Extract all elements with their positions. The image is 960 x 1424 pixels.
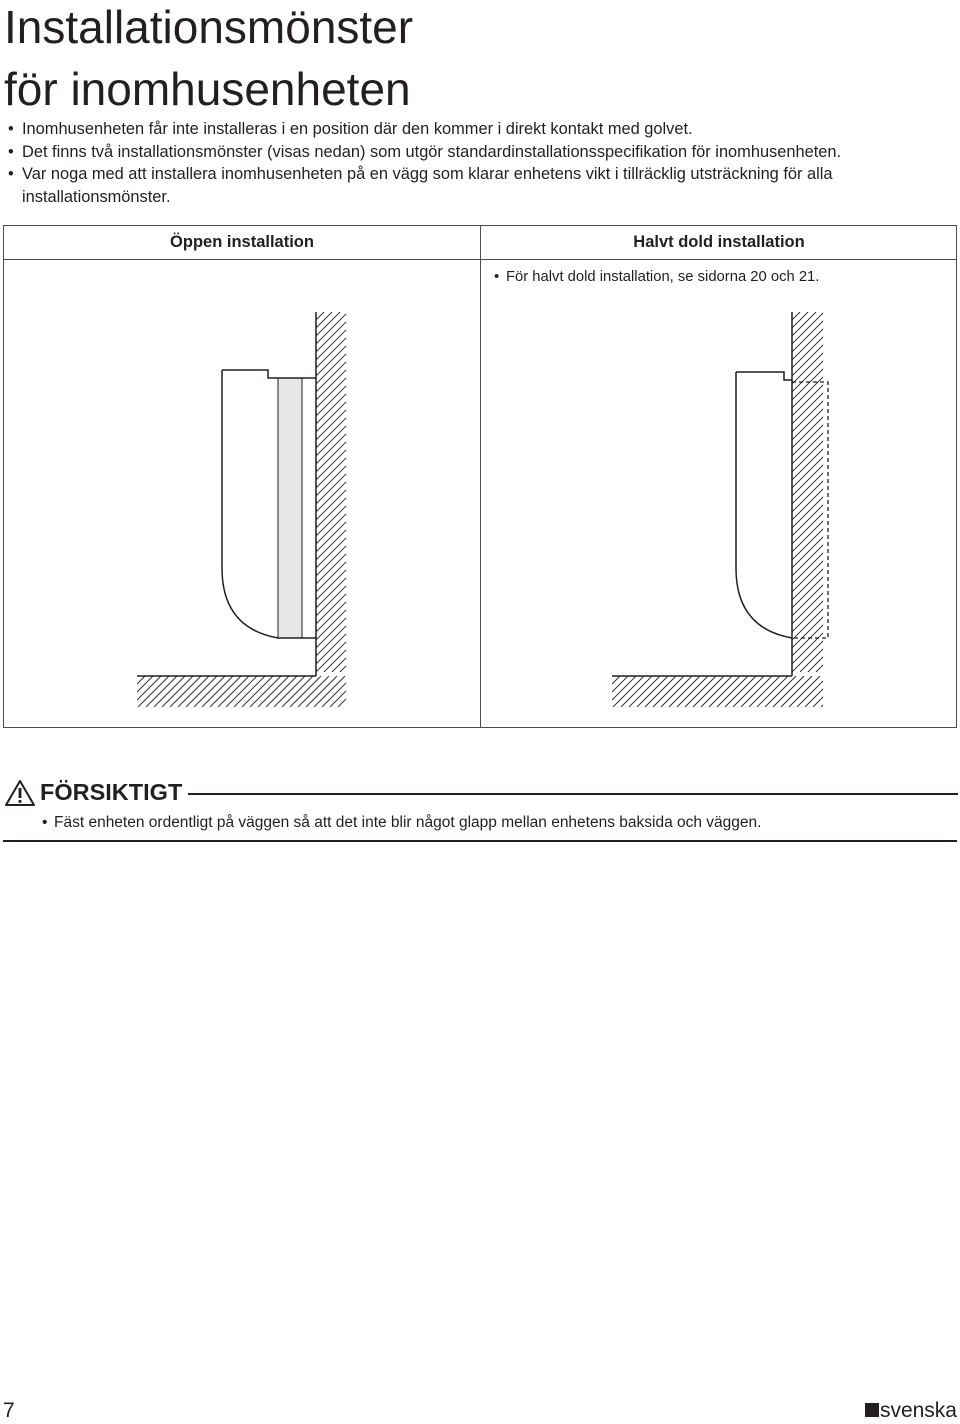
- hatch-line: [308, 312, 668, 672]
- hatch-line: [354, 676, 385, 707]
- hatch-line: [589, 676, 620, 707]
- hatch-line: [613, 676, 644, 707]
- hatch-line: [146, 676, 177, 707]
- hatch-line: [242, 676, 273, 707]
- hatch-line: [258, 676, 289, 707]
- hatch-pattern: [581, 676, 884, 707]
- hatch-line: [380, 312, 740, 672]
- language-label: [865, 1398, 957, 1424]
- hatch-line: [330, 676, 361, 707]
- column-header-open-installation: Öppen installation: [170, 233, 314, 251]
- hatch-line: [821, 676, 852, 707]
- hatch-line: [396, 312, 756, 672]
- hatch-line: [749, 676, 780, 707]
- hatch-line: [864, 312, 960, 672]
- hatch-line: [773, 676, 804, 707]
- hatch-line: [212, 312, 572, 672]
- hatch-line: [76, 312, 436, 672]
- language-text: svenska: [879, 1399, 957, 1422]
- hatch-line: [600, 312, 960, 672]
- hatch-line: [637, 676, 668, 707]
- hatch-line: [952, 312, 960, 672]
- hatch-line: [736, 312, 960, 672]
- hatch-line: [792, 312, 960, 672]
- hatch-line: [856, 312, 960, 672]
- hatch-line: [114, 676, 145, 707]
- hatch-line: [340, 312, 700, 672]
- hatch-line: [661, 676, 692, 707]
- hatch-line: [656, 312, 960, 672]
- hatch-line: [672, 312, 960, 672]
- hatch-line: [268, 312, 628, 672]
- hatch-line: [824, 312, 960, 672]
- hatch-line: [444, 312, 804, 672]
- hatch-line: [314, 676, 345, 707]
- hatch-line: [540, 312, 900, 672]
- hatch-line: [0, 312, 324, 672]
- hatch-line: [348, 312, 708, 672]
- hatch-line: [700, 312, 960, 672]
- hatch-line: [800, 312, 960, 672]
- hatch-line: [332, 312, 692, 672]
- hatch-line: [837, 676, 868, 707]
- hatch-line: [685, 676, 716, 707]
- hatch-line: [620, 312, 960, 672]
- hatch-line: [645, 676, 676, 707]
- hatch-line: [20, 312, 380, 672]
- hatch-line: [234, 676, 265, 707]
- hatch-line: [888, 312, 960, 672]
- hatch-line: [564, 312, 924, 672]
- hatch-line: [704, 312, 960, 672]
- hatch-line: [156, 312, 516, 672]
- hatch-line: [688, 312, 960, 672]
- hatch-line: [544, 312, 904, 672]
- hatch-line: [840, 312, 960, 672]
- hatch-line: [512, 312, 872, 672]
- hatch-line: [712, 312, 960, 672]
- column-header-semi-concealed-installation: Halvt dold installation: [633, 233, 805, 251]
- hatch-line: [576, 312, 936, 672]
- indoor-unit-semi-concealed: [736, 372, 828, 638]
- hatch-line: [298, 676, 329, 707]
- hatch-line: [370, 676, 401, 707]
- hatch-line: [701, 676, 732, 707]
- hatch-line: [524, 312, 884, 672]
- page-number: 7: [3, 1399, 15, 1422]
- hatch-line: [420, 312, 780, 672]
- hatch-line: [560, 312, 920, 672]
- hatch-line: [536, 312, 896, 672]
- hatch-line: [944, 312, 960, 672]
- hatch-line: [588, 312, 948, 672]
- caution-rule: [188, 793, 958, 795]
- hatch-line: [532, 312, 892, 672]
- hatch-line: [612, 312, 960, 672]
- hatch-line: [580, 312, 940, 672]
- hatch-line: [528, 312, 888, 672]
- hatch-line: [765, 676, 796, 707]
- hatch-line: [896, 312, 960, 672]
- hatch-line: [464, 312, 824, 672]
- hatch-line: [904, 312, 960, 672]
- hatch-line: [404, 312, 764, 672]
- hatch-line: [448, 312, 808, 672]
- hatch-line: [693, 676, 724, 707]
- hatch-line: [692, 312, 960, 672]
- hatch-line: [186, 676, 217, 707]
- hatch-line: [709, 676, 740, 707]
- hatch-line: [744, 312, 960, 672]
- hatch-line: [829, 676, 860, 707]
- hatch-line: [292, 312, 652, 672]
- hatch-line: [808, 312, 960, 672]
- hatch-pattern: [432, 312, 960, 672]
- hatch-line: [210, 676, 241, 707]
- hatch-line: [148, 312, 508, 672]
- hatch-line: [324, 312, 684, 672]
- hatch-line: [322, 676, 353, 707]
- hatch-line: [252, 312, 612, 672]
- hatch-line: [452, 312, 812, 672]
- hatch-line: [717, 676, 748, 707]
- hatch-line: [436, 312, 796, 672]
- hatch-line: [725, 676, 756, 707]
- hatch-line: [162, 676, 193, 707]
- hatch-line: [346, 676, 377, 707]
- page-title-line-1: Installationsmönster: [4, 1, 414, 53]
- hatch-line: [372, 312, 732, 672]
- hatch-line: [138, 676, 169, 707]
- hatch-line: [677, 676, 708, 707]
- hatch-line: [4, 312, 364, 672]
- hatch-line: [768, 312, 960, 672]
- hatch-line: [468, 312, 828, 672]
- hatch-line: [44, 312, 404, 672]
- intro-item: • Inomhusenheten får inte installeras i en position där den kommer i direkt kontakt med golvet.: [8, 118, 948, 141]
- hatch-line: [36, 312, 396, 672]
- hatch-line: [196, 312, 556, 672]
- hatch-line: [604, 312, 960, 672]
- hatch-line: [597, 676, 628, 707]
- hatch-line: [813, 676, 844, 707]
- hatch-line: [872, 312, 960, 672]
- hatch-line: [605, 676, 636, 707]
- hatch-line: [226, 676, 257, 707]
- intro-item: • Det finns två installationsmönster (visas nedan) som utgör standardinstallationsspecifikation för inomhusenheten.: [8, 141, 948, 164]
- hatch-line: [781, 676, 812, 707]
- hatch-line: [472, 312, 832, 672]
- hatch-line: [412, 312, 772, 672]
- hatch-line: [757, 676, 788, 707]
- hatch-line: [122, 676, 153, 707]
- hatch-line: [640, 312, 960, 672]
- hatch-line: [204, 312, 564, 672]
- hatch-line: [733, 676, 764, 707]
- hatch-line: [52, 312, 412, 672]
- hatch-line: [480, 312, 840, 672]
- hatch-line: [140, 312, 500, 672]
- hatch-line: [356, 312, 716, 672]
- wall-and-floor-semi-concealed: [612, 312, 792, 676]
- hatch-line: [504, 312, 864, 672]
- hatch-line: [276, 312, 636, 672]
- hatch-line: [188, 312, 548, 672]
- hatch-line: [170, 676, 201, 707]
- hatch-line: [596, 312, 956, 672]
- hatch-line: [720, 312, 960, 672]
- hatch-line: [848, 312, 960, 672]
- hatch-line: [752, 312, 960, 672]
- hatch-line: [496, 312, 856, 672]
- caution-title: FÖRSIKTIGT: [40, 779, 183, 805]
- hatch-line: [316, 312, 676, 672]
- hatch-line: [428, 312, 788, 672]
- hatch-line: [274, 676, 305, 707]
- hatch-line: [12, 312, 372, 672]
- indoor-unit-open: [222, 370, 316, 638]
- hatch-line: [928, 312, 960, 672]
- hatch-line: [797, 676, 828, 707]
- hatch-line: [456, 312, 816, 672]
- hatch-line: [220, 312, 580, 672]
- hatch-line: [653, 676, 684, 707]
- hatch-line: [460, 312, 820, 672]
- hatch-line: [124, 312, 484, 672]
- hatch-line: [194, 676, 225, 707]
- hatch-line: [284, 312, 644, 672]
- hatch-line: [60, 312, 420, 672]
- hatch-line: [300, 312, 660, 672]
- square-bullet-icon: [865, 1403, 879, 1417]
- hatch-line: [552, 312, 912, 672]
- hatch-line: [364, 312, 724, 672]
- hatch-line: [154, 676, 185, 707]
- hatch-line: [92, 312, 452, 672]
- hatch-line: [172, 312, 532, 672]
- hatch-line: [880, 312, 960, 672]
- hatch-line: [306, 676, 337, 707]
- hatch-line: [548, 312, 908, 672]
- hatch-line: [760, 312, 960, 672]
- hatch-line: [164, 312, 524, 672]
- hatch-line: [440, 312, 800, 672]
- hatch-line: [362, 676, 393, 707]
- hatch-line: [669, 676, 700, 707]
- hatch-line: [130, 676, 161, 707]
- hatch-line: [282, 676, 313, 707]
- hatch-line: [592, 312, 952, 672]
- hatch-line: [266, 676, 297, 707]
- hatch-pattern: [106, 676, 401, 707]
- hatch-line: [218, 676, 249, 707]
- hatch-line: [484, 312, 844, 672]
- hatch-line: [621, 676, 652, 707]
- hatch-line: [832, 312, 960, 672]
- hatch-line: [845, 676, 876, 707]
- hatch-line: [816, 312, 960, 672]
- semi-concealed-note: • För halvt dold installation, se sidorna 20 och 21.: [494, 267, 819, 287]
- hatch-line: [912, 312, 960, 672]
- hatch-line: [180, 312, 540, 672]
- hatch-line: [488, 312, 848, 672]
- intro-item: • Var noga med att installera inomhusenheten på en vägg som klarar enhetens vikt i tillräcklig utsträckning för alla installationsmönster.: [8, 163, 948, 208]
- hatch-line: [520, 312, 880, 672]
- hatch-line: [629, 676, 660, 707]
- hatch-line: [28, 312, 388, 672]
- hatch-line: [260, 312, 620, 672]
- hatch-line: [388, 312, 748, 672]
- hatch-line: [741, 676, 772, 707]
- caution-text: • Fäst enheten ordentligt på väggen så att det inte blir något glapp mellan enhetens baksida och väggen.: [42, 812, 761, 834]
- hatch-line: [920, 312, 960, 672]
- hatch-line: [476, 312, 836, 672]
- hatch-line: [68, 312, 428, 672]
- hatch-line: [853, 676, 884, 707]
- hatch-line: [0, 312, 316, 672]
- hatch-line: [568, 312, 928, 672]
- hatch-line: [178, 676, 209, 707]
- hatch-line: [584, 312, 944, 672]
- hatch-line: [132, 312, 492, 672]
- warning-triangle-icon: [4, 779, 36, 807]
- hatch-line: [250, 676, 281, 707]
- hatch-line: [106, 676, 137, 707]
- hatch-line: [432, 312, 792, 672]
- hatch-line: [728, 312, 960, 672]
- caution-bottom-rule: [3, 840, 957, 842]
- hatch-line: [936, 312, 960, 672]
- hatch-line: [0, 312, 356, 672]
- hatch-line: [202, 676, 233, 707]
- hatch-line: [789, 676, 820, 707]
- page-title-line-2: för inomhusenheten: [4, 63, 411, 115]
- hatch-line: [805, 676, 836, 707]
- hatch-line: [338, 676, 369, 707]
- hatch-line: [581, 676, 612, 707]
- hatch-line: [290, 676, 321, 707]
- caution-header: [4, 776, 958, 808]
- hatch-pattern: [0, 312, 960, 672]
- hatch-line: [84, 312, 444, 672]
- hatch-line: [616, 312, 960, 672]
- hatch-line: [608, 312, 960, 672]
